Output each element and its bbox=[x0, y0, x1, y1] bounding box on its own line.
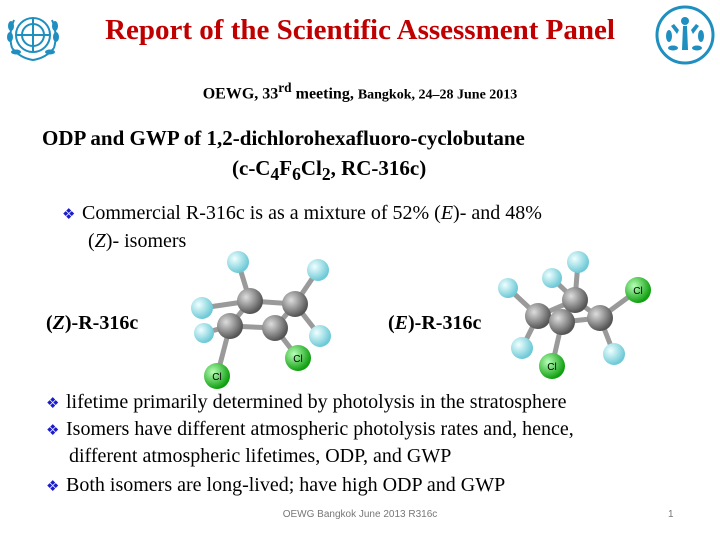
chemical-formula bbox=[232, 156, 426, 185]
slide-footer: OEWG Bangkok June 2013 R316c bbox=[282, 509, 438, 520]
meeting-place-date: Bangkok, 24–28 June 2013 bbox=[357, 87, 518, 103]
bullet-isomers-continuation: different atmospheric lifetimes, ODP, and GWP bbox=[69, 445, 452, 467]
z-close: )-R-316c bbox=[64, 312, 139, 334]
formula-open: (c-C bbox=[232, 156, 271, 180]
unep-logo bbox=[654, 4, 716, 66]
formula-f: F bbox=[279, 156, 293, 180]
formula-close: , RC-316c) bbox=[330, 156, 427, 180]
formula-sub-c: 4 bbox=[270, 164, 280, 185]
isomer-z-letter: Z bbox=[94, 230, 106, 252]
isomer-z-label bbox=[46, 312, 138, 335]
bullet-mixture-mid: )- and 48% bbox=[453, 202, 542, 224]
e-close: )-R-316c bbox=[408, 312, 482, 334]
diamond-bullet-icon: ❖ bbox=[46, 421, 60, 439]
chlorine-label: Cl bbox=[212, 372, 222, 383]
meeting-prefix: OEWG, bbox=[202, 85, 263, 103]
slide-title: Report of the Scientific Assessment Panel bbox=[105, 14, 615, 46]
formula-sub-f: 6 bbox=[292, 164, 301, 185]
diamond-bullet-icon: ❖ bbox=[62, 205, 76, 223]
meeting-line bbox=[0, 80, 720, 103]
e-isomer-molecule bbox=[490, 248, 660, 388]
isomer-e-letter: E bbox=[440, 202, 454, 224]
bullet-isomers-text: Isomers have different atmospheric photolysis rates and, hence, bbox=[66, 418, 574, 440]
bullet-isomers bbox=[46, 416, 574, 444]
page-number: 1 bbox=[668, 509, 674, 520]
bullet-lifetime bbox=[46, 389, 566, 417]
cont-close: )- isomers bbox=[105, 230, 187, 252]
isomer-e-label bbox=[388, 312, 481, 335]
formula-sub-cl: 2 bbox=[321, 164, 331, 185]
chlorine-label: Cl bbox=[633, 286, 643, 297]
bullet-long-lived-text: Both isomers are long-lived; have high ODP and GWP bbox=[66, 474, 506, 496]
un-emblem-logo bbox=[2, 4, 64, 66]
bullet-mixture bbox=[62, 200, 542, 228]
diamond-bullet-icon: ❖ bbox=[46, 477, 60, 495]
diamond-bullet-icon: ❖ bbox=[46, 394, 60, 412]
bullet-lifetime-text: lifetime primarily determined by photolysis in the stratosphere bbox=[66, 391, 567, 413]
bullet-mixture-text: Commercial R-316c is as a mixture of 52% ( bbox=[82, 202, 441, 224]
z-letter: Z bbox=[52, 312, 65, 334]
bullet-mixture-continuation bbox=[88, 228, 186, 255]
formula-cl: Cl bbox=[300, 156, 322, 180]
meeting-word: meeting, bbox=[291, 85, 358, 103]
bullet-long-lived bbox=[46, 472, 505, 500]
cont-open: ( bbox=[88, 230, 95, 252]
z-isomer-molecule bbox=[180, 248, 350, 398]
chlorine-label: Cl bbox=[547, 362, 557, 373]
e-open: ( bbox=[388, 312, 395, 334]
chlorine-label: Cl bbox=[293, 354, 303, 365]
meeting-number: 33 bbox=[262, 85, 279, 103]
meeting-ordinal: rd bbox=[278, 80, 292, 95]
section-heading: ODP and GWP of 1,2-dichlorohexafluoro-cyclobutane bbox=[42, 126, 525, 150]
e-letter: E bbox=[394, 312, 409, 334]
z-open: ( bbox=[46, 312, 53, 334]
